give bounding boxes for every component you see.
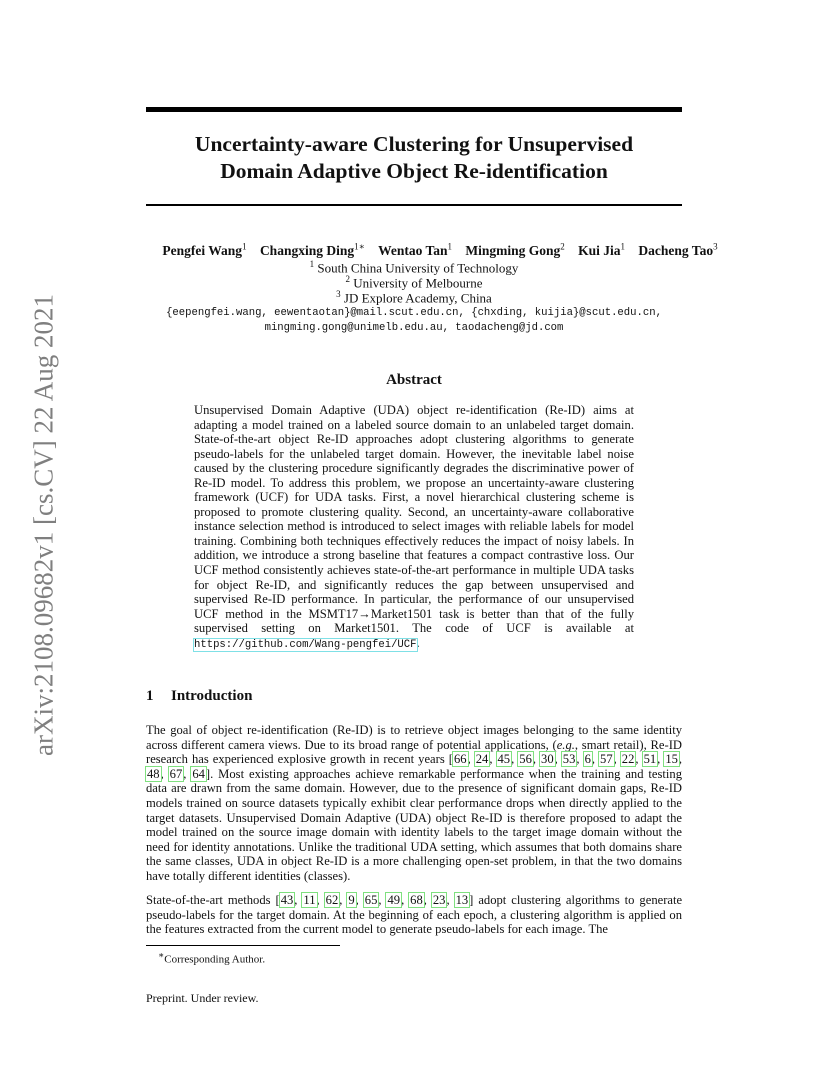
affiliation: $^1$ South China University of Technology: [309, 259, 519, 276]
paper-title: [146, 131, 682, 185]
author: Pengfei Wang$^1$: [162, 241, 247, 258]
intro-paragraph-1: The goal of object re-identification (Re-ID) is to retrieve object images belonging to the same identity across different camera views. Due to its broad range of potential applications, (e.g., smart retail), Re-ID research has experienced explosive growth in recent years [66, 24, 45, 56, 30, 53, 6, 57, 22, 51, 15, 48, 67, 64]. Most existing approaches achieve remarkable performance when the training and testing data are drawn from the same domain. However, due to the presence of significant domain gaps, Re-ID models trained on source datasets typically exhibit clear performance drops when directly applied to the target datasets. Unsupervised Domain Adaptive (UDA) object Re-ID is therefore proposed to adapt the model trained on the source image domain with identity labels to the target image domain without the need for identity annotations. Unlike the traditional UDA setting, which assumes that both domains share the same classes, UDA in object Re-ID is a more challenging open-set problem, in that the two domains have totally different identities (classes).: [146, 723, 683, 883]
citation-link[interactable]: 64: [192, 766, 205, 781]
author: Wentao Tan$^1$: [378, 241, 453, 258]
citation-link[interactable]: 24: [475, 752, 489, 767]
abstract-heading: Abstract: [386, 372, 442, 388]
citation-link[interactable]: 6: [584, 752, 591, 767]
author: Mingming Gong$^2$: [465, 241, 565, 258]
citation-link[interactable]: 68: [410, 893, 423, 907]
arxiv-stamp: arXiv:2108.09682v1 [cs.CV] 22 Aug 2021: [28, 294, 59, 756]
citation-link[interactable]: 48: [147, 766, 160, 781]
citation-link[interactable]: 15: [665, 752, 678, 767]
citation-group: [66, 24, 45, 56, 30, 53, 6, 57, 22, 51, 15, 48, 67, 64]: [147, 752, 683, 781]
author-list: [140, 241, 740, 259]
citation-link[interactable]: 13: [455, 893, 469, 907]
email-line-2: mingming.gong@unimelb.edu.au, taodacheng@jd.com: [264, 322, 564, 334]
author: Kui Jia$^1$: [578, 241, 626, 258]
citation-link[interactable]: 45: [497, 752, 511, 767]
citation-link[interactable]: 56: [519, 752, 532, 767]
citation-link[interactable]: 62: [325, 893, 339, 907]
intro-paragraph-2: State-of-the-art methods [43, 11, 62, 9, 65, 49, 68, 23, 13] adopt clustering algorithms to generate pseudo-labels for the target domain. At the beginning of each epoch, a clustering algorithm is applied on the features extracted from the current model to generate pseudo-labels for each image. The: [146, 893, 683, 937]
preprint-note: Preprint. Under review.: [146, 991, 259, 1005]
section-heading: 1 Introduction: [146, 688, 253, 704]
citation-link[interactable]: 49: [387, 893, 401, 907]
citation-link[interactable]: 66: [453, 752, 467, 767]
title-top-rule: [146, 107, 682, 112]
citation-link[interactable]: 65: [364, 893, 378, 907]
citation-link[interactable]: 53: [562, 752, 576, 767]
abstract-body: Unsupervised Domain Adaptive (UDA) object re-identification (Re-ID) aims at adapting a model trained on a labeled source domain to an unlabeled target domain. State-of-the-art object Re-ID approaches adopt clustering algorithms to generate pseudo-labels for the unlabeled target domain. However, the inevitable label noise caused by the clustering procedure significantly degrades the discriminative power of Re-ID model. To address this problem, we propose an uncertainty-aware clustering framework (UCF) for UDA tasks. First, a novel hierarchical clustering scheme is proposed to promote clustering quality. Second, an uncertainty-aware collaborative instance selection method is introduced to select images with reliable labels for model training. Combining both techniques effectively reduces the impact of noisy labels. In addition, we introduce a strong baseline that features a compact contrastive loss. Our UCF method consistently achieves state-of-the-art performance in multiple UDA tasks for object Re-ID, and significantly reduces the gap between unsupervised and supervised Re-ID performance. In particular, the performance of our unsupervised UCF method in the MSMT17→Market1501 task is better than that of the fully supervised setting on Market1501. The code of UCF is available at https://github.com/Wang-pengfei/UCF.: [194, 403, 634, 651]
citation-link[interactable]: 23: [432, 893, 446, 907]
email-line-1: {eepengfei.wang, eewentaotan}@mail.scut.edu.cn, {chxding, kuijia}@scut.edu.cn,: [166, 307, 662, 319]
citation-link[interactable]: 11: [303, 893, 316, 907]
title-line-2: Domain Adaptive Object Re-identification: [220, 159, 608, 183]
citation-link[interactable]: 22: [621, 752, 635, 767]
affiliation: $^3$ JD Explore Academy, China: [336, 289, 492, 306]
author: Changxing Ding$^{1∗}$: [259, 241, 365, 258]
citation-link[interactable]: 57: [600, 752, 613, 767]
affiliation: $^2$ University of Melbourne: [345, 274, 483, 291]
citation-group: [43, 11, 62, 9, 65, 49, 68, 23, 13]: [275, 893, 474, 907]
title-line-1: Uncertainty-aware Clustering for Unsupervised: [194, 132, 634, 156]
title-bottom-rule: [146, 204, 682, 206]
citation-link[interactable]: 9: [348, 893, 355, 907]
citation-link[interactable]: 43: [280, 893, 294, 907]
footnote: ∗Corresponding Author.: [158, 950, 266, 966]
author: Dacheng Tao$^3$: [638, 241, 718, 258]
code-link[interactable]: https://github.com/Wang-pengfei/UCF: [194, 638, 417, 651]
footnote-rule: [146, 945, 340, 946]
citation-link[interactable]: 30: [541, 752, 554, 767]
citation-link[interactable]: 51: [643, 752, 657, 767]
citation-link[interactable]: 67: [169, 766, 183, 781]
